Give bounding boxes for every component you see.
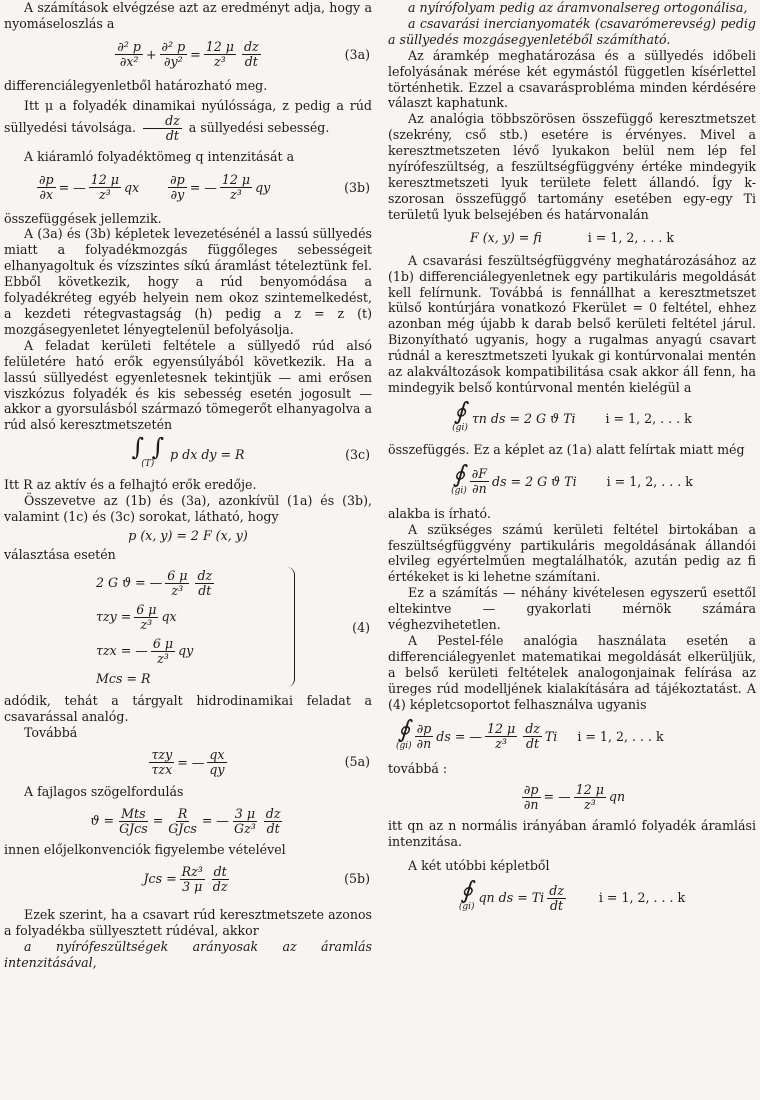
paragraph: A (3a) és (3b) képletek levezetésénél a lassú süllyedés miatt a folyadékmozgás függőleges sebességeit elhanyagoltuk és vízszintes síkú áramlást tételeztünk fel. Ebből következik, hogy a rúd benyomódása a folyadékréteg egyéb helyein nem okoz szintemelkedést, a kezdeti rétegvastagság (h) pedig a z = z (t) mozgásegyenletet lényegtelenül befolyásolja. bbox=[4, 226, 372, 337]
right-column bbox=[388, 0, 756, 922]
paragraph: a nyírófeszültségek arányosak az áramlás intenzitásával, bbox=[4, 939, 372, 970]
paragraph: A csavarási feszültségfüggvény meghatározásához az (1b) differenciálegyenletnek egy partikuláris megoldását kell felírnunk. Továbbá is fennállhat a keresztmetszet külső kontúrjára vonatkozó Fkerület = 0 feltétel, ehhez azonban még újabb k darab belső kerületi feltétel járul. Bizonyítható ugyanis, hogy a rugalmas anyagú csavart rúdnál a keresztmetszeti lyukak gi kontúrvonalai mentén az alakváltozások kompatibilitása csak akkor áll fenn, ha mindegyik belső kontúrvonal mentén kielégül a bbox=[388, 252, 756, 395]
paragraph: A kiáramló folyadéktömeg q intenzitását a bbox=[24, 148, 295, 164]
left-column bbox=[4, 0, 372, 971]
equation-5b: Jcs = $\frac{\text{Rz³}}{3 \mu}$ $\frac{dt}{dz}$ (5b) bbox=[143, 863, 370, 894]
equation-number: (4) bbox=[352, 619, 370, 635]
paragraph: Ez a számítás — néhány kivételesen egyszerű esettől eltekintve — gyakorlati mérnök számára véghezvihetetlen. bbox=[388, 585, 756, 633]
equation-qn-contour: ∮ (gi) qn ds = Ti $\frac{dz}{dt}$ i = 1, 2, . . . k bbox=[458, 876, 686, 913]
equation-system-4: 2 G ϑ = — $\frac{6 \mu}{\text{z³}}$ $\frac{dz}{dt}$ τzy = $\frac{6 \mu}{\text{z³}}$ qx τzx = — $\frac{6 \mu}{\text{z³}}$ qy Mcs = R (4) bbox=[96, 567, 370, 686]
equation-number: (5b) bbox=[344, 871, 370, 887]
equation-3a: $\frac{\text{∂² p}}{\text{∂x²}}$ + $\frac{\text{∂² p}}{\text{∂y²}}$ = $\frac{12 \mu}{\text{z³}}$ $\frac{dz}{dt}$ (3a) bbox=[117, 39, 370, 70]
paragraph: összefüggés. Ez a képlet az (1a) alatt felírtak miatt még bbox=[388, 441, 745, 457]
paragraph: Az áramkép meghatározása és a süllyedés időbeli lefolyásának mérése két egymástól független kísérlettel történhetik. Ezzel a csavarásprobléma minden kérdésére választ kaphatunk. bbox=[388, 47, 756, 111]
paragraph: A számítások elvégzése azt az eredményt adja, hogy a nyomáseloszlás a bbox=[4, 0, 372, 31]
equation-dF-contour: ∮ (gi) $\frac{\partial F}{\partial n}$ ds = 2 G ϑ Ti i = 1, 2, . . . k bbox=[451, 459, 693, 497]
paragraph: a nyírófolyam pedig az áramvonalsereg ortogonálisa, bbox=[408, 0, 748, 15]
equation-3c: ∫ ∫ (T) p dx dy = R (3c) bbox=[131, 433, 370, 470]
paragraph: Az analógia többszörösen összefüggő keresztmetszet (szekrény, cső stb.) esetére is érvényes. Mivel a keresztmetszeten lévő lyukakon belül nem lép fel nyírófeszültség, a feszültségfüggvény értéke mindegyik keresztmetszeti lyuk területe felett állandó. Így k-szorosan összefüggő tartomány esetében egy-egy Ti területű lyuk belsejében és határvonalán bbox=[388, 111, 756, 222]
equation-5a: $\frac{\text{τzy}}{\text{τzx}}$ = — $\frac{qx}{qy}$ (5a) bbox=[151, 746, 370, 777]
paragraph: A két utóbbi képletből bbox=[408, 858, 550, 874]
equation-number: (3b) bbox=[344, 179, 370, 195]
paragraph: alakba is írható. bbox=[388, 505, 491, 521]
equation-3b: $\frac{\partial p}{\partial x}$ = — $\frac{12 \mu}{\text{z³}}$ qx $\frac{\partial p}{\partial y}$ = — $\frac{12 \mu}{\text{z³}}$ qy (3b) bbox=[39, 172, 370, 203]
paragraph: a csavarási inercianyomaték (csavarómerevség) pedig a süllyedés mozgásegyenletéből számítható. bbox=[388, 15, 756, 47]
equation-number: (5a) bbox=[344, 754, 370, 770]
paragraph: A szükséges számú kerületi feltétel birtokában a feszültségfüggvény partikuláris megoldásának állandói elvileg egyértelműen megtalálhatók, azután pedig az fi értékeket is ki lehetne számítani. bbox=[388, 521, 756, 585]
paragraph: Itt μ a folyadék dinamikai nyúlóssága, z pedig a rúd süllyedési távolsága. $\frac{dz}{dt}$ a süllyedési sebesség. bbox=[4, 97, 372, 143]
paragraph: A feladat kerületi feltétele a süllyedő rúd alsó felületére ható erők egyensúlyából következik. Ha a lassú süllyedést egyenletesnek tekintjük — ami erősen viszkózus folyadék és kis sebesség esetén jogosult — akkor a gyorsulásból származó tömegerőt elhanyagolva a rúd alsó keresztmetszetén bbox=[4, 337, 372, 433]
paragraph: Továbbá bbox=[24, 724, 78, 740]
paragraph: Összevetve az (1b) és (3a), azonkívül (1a) és (3b), valamint (1c) és (3c) sorokat, látható, hogy bbox=[4, 493, 372, 525]
equation-dp-contour: ∮ (gi) $\frac{\partial p}{\partial n}$ ds = — $\frac{12 \mu}{\text{z³}}$ $\frac{dz}{dt}$ Ti i = 1, 2, . . . k bbox=[396, 714, 664, 752]
equation-theta: ϑ = $\frac{\text{Mts}}{\text{GJcs}}$ = $\frac{R}{\text{GJcs}}$ = — $\frac{3 \mu}{\text{Gz³}}$ $\frac{dz}{dt}$ bbox=[90, 805, 281, 836]
paragraph: adódik, tehát a tárgyalt hidrodinamikai feladat a csavarással analóg. bbox=[4, 692, 372, 724]
right-brace bbox=[286, 567, 295, 687]
paragraph: összefüggések jellemzik. bbox=[4, 210, 162, 226]
equation-dp-normal: $\frac{\partial p}{\partial n}$ = — $\frac{12 \mu}{\text{z³}}$ qn bbox=[523, 781, 626, 812]
paragraph: választása esetén bbox=[4, 546, 116, 562]
paragraph: Ezek szerint, ha a csavart rúd keresztmetszete azonos a folyadékba süllyesztett rúdéval, akkor bbox=[4, 907, 372, 939]
paragraph: innen előjelkonvenciók figyelembe vételével bbox=[4, 842, 286, 858]
equation-p-f: p (x, y) = 2 F (x, y) bbox=[128, 527, 248, 543]
paragraph: differenciálegyenletből határozható meg. bbox=[4, 77, 268, 93]
equation-number: (3a) bbox=[344, 46, 370, 62]
paragraph: Itt R az aktív és a felhajtó erők eredője. bbox=[4, 477, 257, 493]
paragraph: A fajlagos szögelfordulás bbox=[24, 784, 184, 800]
equation-tau-contour: ∮ (gi) τn ds = 2 G ϑ Ti i = 1, 2, . . . k bbox=[452, 396, 692, 433]
paragraph: A Pestel-féle analógia használata esetén a differenciálegyenlet matematikai megoldását elkerüljük, a belső kerületi feltételek analogonjainak felírása az üreges rúd modelljének kialakítására ad tájékoztatást. A (4) képletcsoportot felhasználva ugyanis bbox=[388, 633, 756, 712]
equation-f-const: F (x, y) = fi i = 1, 2, . . . k bbox=[469, 229, 675, 245]
equation-number: (3c) bbox=[345, 447, 370, 463]
paragraph: továbbá : bbox=[388, 760, 448, 776]
paragraph: itt qn az n normális irányában áramló folyadék áramlási intenzitása. bbox=[388, 818, 756, 850]
